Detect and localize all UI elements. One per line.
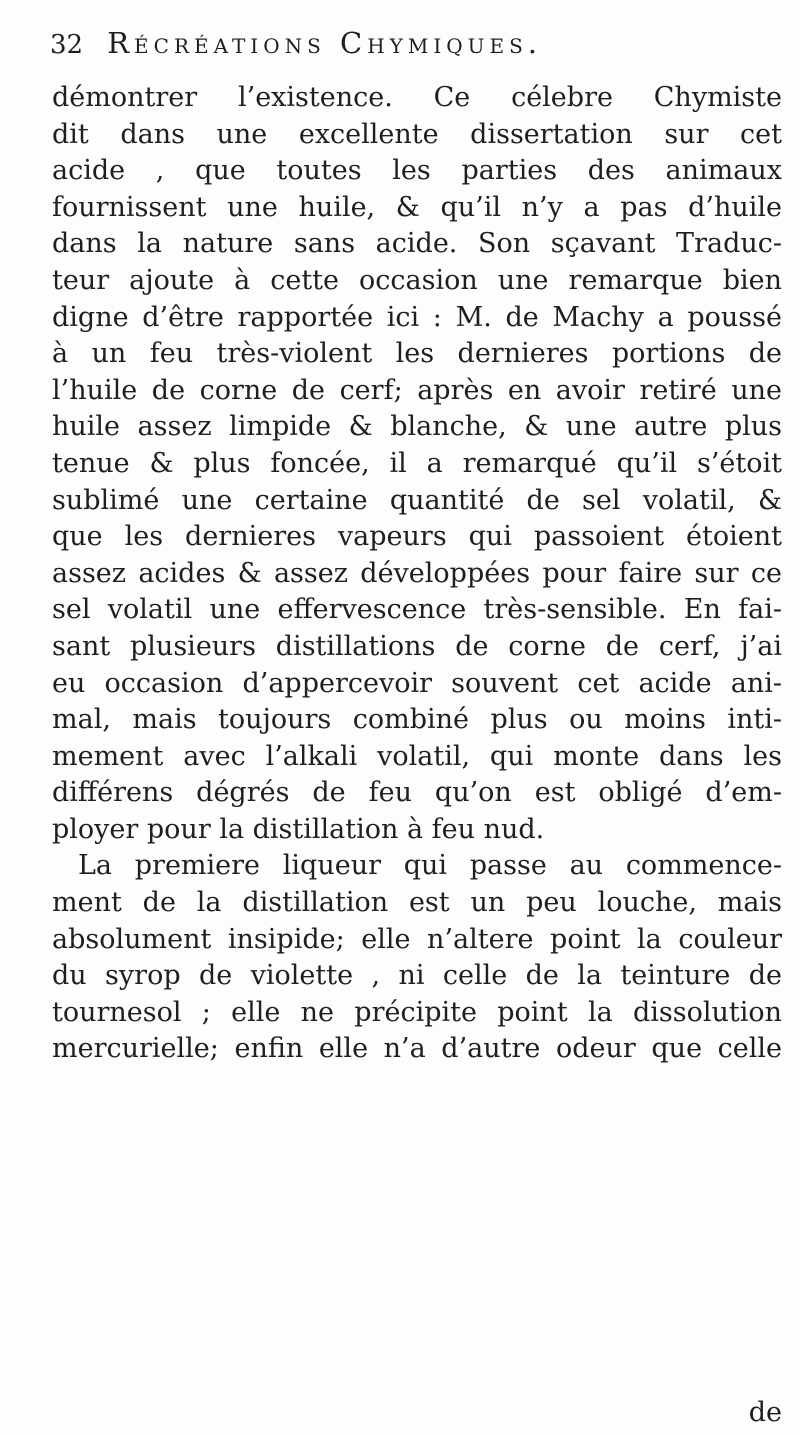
text-line: eu occasion d’appercevoir souvent cet acide ani- (52, 667, 782, 699)
text-line: fournissent une huile, & qu’il n’y a pas d’huile (52, 191, 782, 223)
text-line: démontrer l’existence. Ce célebre Chymiste (52, 82, 782, 113)
text-line: La premiere liqueur qui passe au commence- (78, 850, 782, 882)
text-line: mement avec l’alkali volatil, qui monte dans les (52, 740, 782, 772)
text-line: acide , que toutes les parties des animaux (52, 155, 782, 187)
text-line: tenue & plus foncée, il a remarqué qu’il s’étoit (52, 447, 782, 479)
text-line: sel volatil une effervescence très-sensible. En fai- (52, 594, 782, 626)
text-line: différens dégrés de feu qu’on est obligé d’em- (52, 777, 782, 809)
text-line: digne d’être rapportée ici : M. de Machy a poussé (52, 301, 782, 333)
text-line: l’huile de corne de cerf; après en avoir retiré une (52, 374, 782, 406)
text-line: à un feu très-violent les dernieres portions de (52, 338, 782, 370)
catchword: de (748, 1397, 782, 1428)
text-line: dans la nature sans acide. Son sçavant Traduc- (52, 228, 782, 260)
page-number: 32 (50, 30, 84, 60)
text-line: tournesol ; elle ne précipite point la dissolution (52, 996, 782, 1028)
body-text (52, 80, 782, 1068)
text-line: dit dans une excellente dissertation sur cet (52, 118, 782, 150)
text-line: sublimé une certaine quantité de sel volatil, & (52, 484, 782, 516)
text-line: ployer pour la distillation à feu nud. (52, 813, 545, 845)
text-line: assez acides & assez développées pour faire sur ce (52, 557, 782, 589)
text-line: que les dernieres vapeurs qui passoient étoient (52, 521, 782, 553)
text-line: teur ajoute à cette occasion une remarque bien (52, 264, 782, 296)
text-line: mal, mais toujours combiné plus ou moins inti- (52, 704, 782, 736)
text-line: ment de la distillation est un peu louche, mais (52, 887, 782, 919)
text-line: absolument insipide; elle n’altere point la couleur (52, 923, 782, 955)
running-title: Récréations Chymiques. (107, 26, 543, 60)
text-line: mercurielle; enfin elle n’a d’autre odeur que celle (52, 1033, 782, 1065)
page-header (50, 18, 780, 68)
text-line: du syrop de violette , ni celle de la teinture de (52, 960, 782, 992)
text-line: sant plusieurs distillations de corne de cerf, j’ai (52, 630, 782, 662)
text-line: huile assez limpide & blanche, & une autre plus (52, 411, 782, 443)
